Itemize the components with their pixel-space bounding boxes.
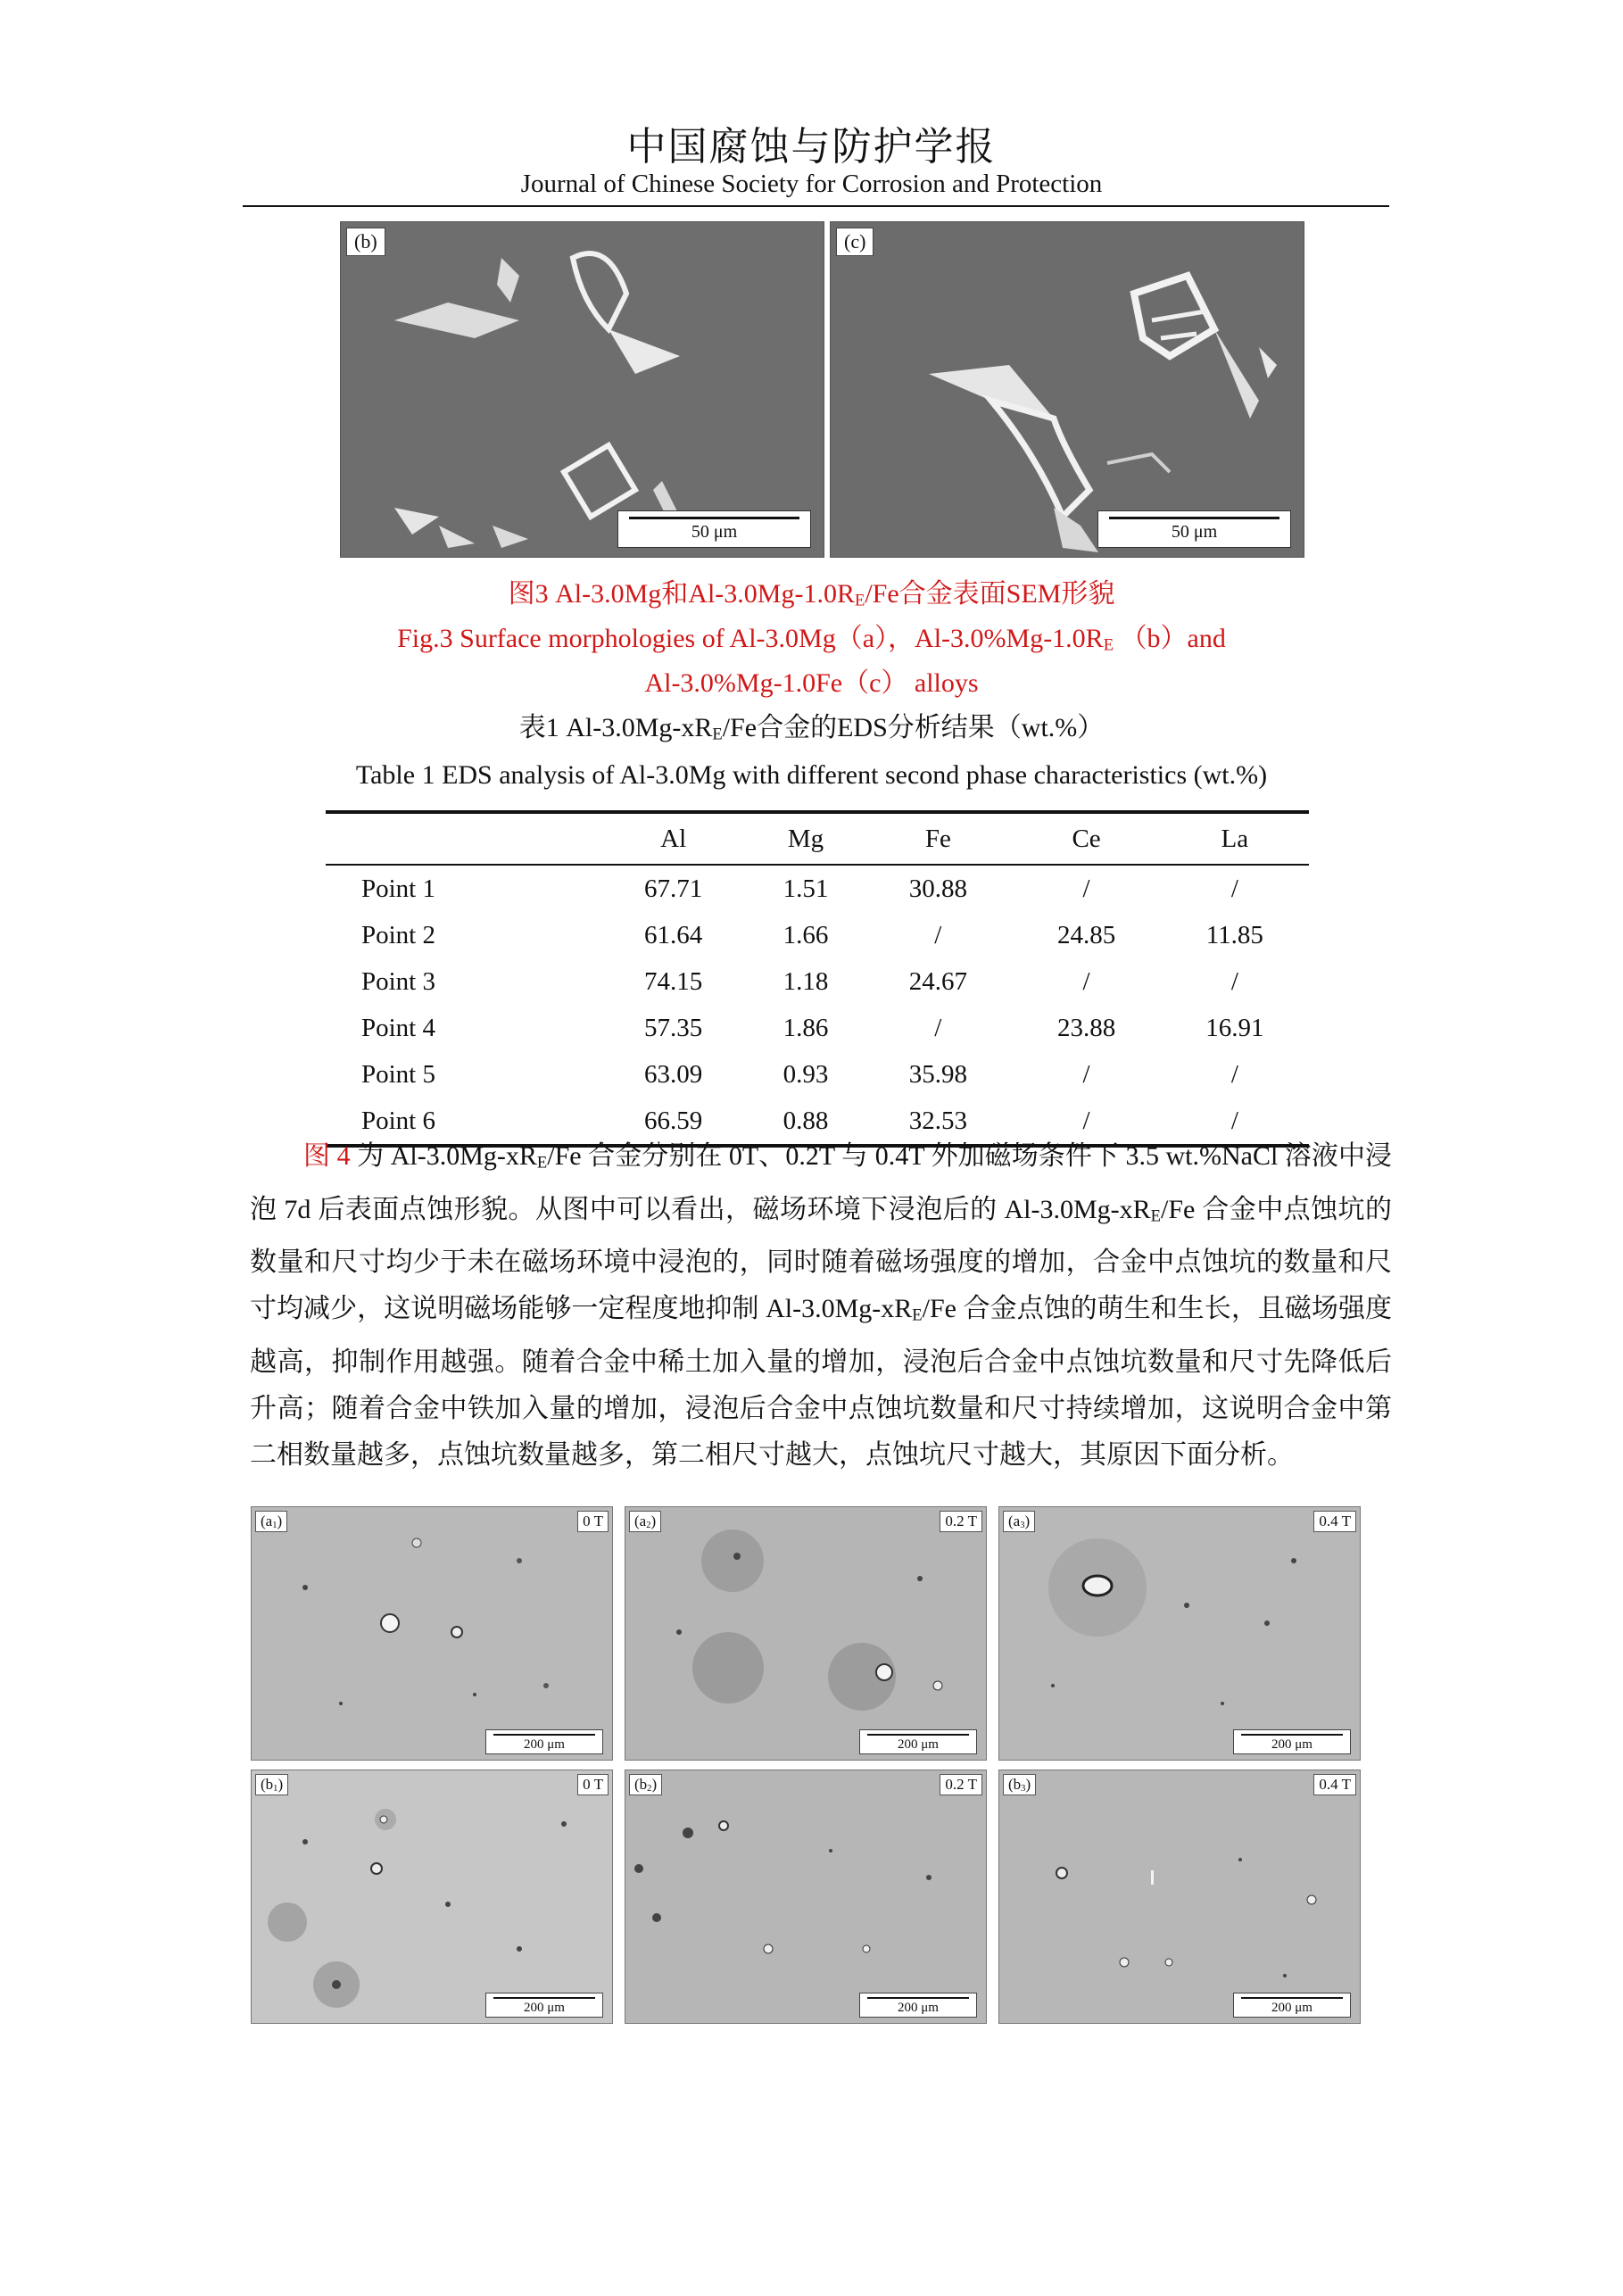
sem-image-b <box>341 222 824 557</box>
paragraph-sub: E <box>536 1153 548 1173</box>
micrograph-image <box>252 1770 612 2023</box>
label-sub: 2 <box>647 1784 652 1795</box>
caption-sub: E <box>1103 635 1114 655</box>
label-text: (a <box>634 1513 647 1529</box>
micrograph-label <box>255 1511 287 1532</box>
magnetic-field-label: 0.2 T <box>940 1774 982 1795</box>
table-cell: 0.93 <box>783 1059 829 1089</box>
table-cell: / <box>1082 1106 1090 1135</box>
panel-label-c: (c) <box>836 228 874 256</box>
table-cell: 35.98 <box>908 1059 967 1089</box>
scale-bar-line <box>629 517 799 519</box>
scale-bar-text: 200 μm <box>898 1737 939 1752</box>
micrograph-image <box>999 1507 1360 1760</box>
sem-image-c <box>831 222 1304 557</box>
scale-bar-text: 200 μm <box>1271 2001 1312 2015</box>
label-text: ) <box>277 1776 284 1793</box>
paragraph-text: /Fe 合金分别在 0T、0.2T 与 0.4T 外加磁场条件下 3.5 wt.%NaCl 溶液中浸泡 7d 后表面点蚀形貌。从图中可以看出，磁场环境下浸泡后的 Al-3.0Mg-xR <box>250 1141 1392 1224</box>
table-cell: / <box>1082 874 1090 903</box>
paragraph-sub: E <box>912 1306 923 1326</box>
scale-bar-c <box>1097 510 1291 548</box>
label-text: ) <box>1025 1776 1031 1793</box>
table-cell: / <box>1230 1106 1238 1135</box>
micrograph-scale-bar <box>485 1729 603 1754</box>
micrograph-b1 <box>251 1770 613 2024</box>
micrograph-label <box>1003 1774 1036 1795</box>
magnetic-field-label: 0.4 T <box>1313 1774 1356 1795</box>
table-cell: 67.71 <box>644 874 703 903</box>
scale-bar-line <box>493 1997 595 1999</box>
table-cell: / <box>1230 1059 1238 1089</box>
sem-panel-b <box>340 221 824 558</box>
label-sub: 3 <box>1021 1784 1026 1795</box>
caption-text: 图3 Al-3.0Mg和Al-3.0Mg-1.0R <box>508 579 855 609</box>
table-cell: 1.86 <box>783 1013 829 1042</box>
label-text: (b <box>261 1776 274 1793</box>
scale-bar-line <box>1109 517 1279 519</box>
micrograph-a2 <box>625 1506 987 1761</box>
table-header-cell: La <box>1161 812 1309 865</box>
table-cell: / <box>1082 1059 1090 1089</box>
label-text: ) <box>1024 1513 1031 1529</box>
table-header-cell <box>326 812 600 865</box>
table-cell: / <box>1230 874 1238 903</box>
table-cell: 57.35 <box>644 1013 703 1042</box>
scale-bar-text: 200 μm <box>1271 1737 1312 1752</box>
label-text: ) <box>651 1776 658 1793</box>
caption-text: （b）and <box>1120 624 1226 653</box>
magnetic-field-label: 0.2 T <box>940 1511 982 1532</box>
table1-title-cn <box>0 705 1623 745</box>
label-text: (b <box>1008 1776 1022 1793</box>
table-cell: 11.85 <box>1205 920 1263 949</box>
scale-bar-b <box>617 510 811 548</box>
magnetic-field-label: 0 T <box>577 1774 609 1795</box>
caption-text: /Fe合金表面SEM形貌 <box>865 579 1115 609</box>
table-cell: / <box>1082 966 1090 996</box>
table-header-cell: Mg <box>748 812 864 865</box>
scale-bar-text: 50 μm <box>691 522 738 542</box>
table-cell: 1.66 <box>783 920 829 949</box>
table-header-cell: Fe <box>864 812 1012 865</box>
table-title-sub: E <box>712 725 723 744</box>
micrograph-image <box>625 1770 986 2023</box>
sem-panel-c <box>830 221 1304 558</box>
scale-bar-text: 200 μm <box>898 2001 939 2015</box>
table-row <box>326 1005 1309 1051</box>
label-text: ) <box>650 1513 657 1529</box>
label-text: (a <box>261 1513 273 1529</box>
table-cell: 63.09 <box>644 1059 703 1089</box>
table-cell: 16.91 <box>1205 1013 1264 1042</box>
scale-bar-text: 200 μm <box>524 2001 565 2015</box>
scale-bar-text: 50 μm <box>1171 522 1218 542</box>
table-header-cell: Ce <box>1012 812 1160 865</box>
label-text: ) <box>277 1513 283 1529</box>
table-cell: 24.67 <box>908 966 967 996</box>
panel-label-b: (b) <box>346 228 385 256</box>
table-cell: Point 5 <box>361 1059 435 1089</box>
label-text: (b <box>634 1776 648 1793</box>
micrograph-a1 <box>251 1506 613 1761</box>
table-cell: 61.64 <box>644 920 703 949</box>
figure-reference-link[interactable]: 图 4 <box>303 1141 351 1171</box>
micrograph-b2 <box>625 1770 987 2024</box>
micrograph-b3 <box>998 1770 1361 2024</box>
table-cell: / <box>1230 966 1238 996</box>
table-title-text: /Fe合金的EDS分析结果（wt.%） <box>722 713 1105 742</box>
table-cell: 74.15 <box>644 966 703 996</box>
table-cell: Point 6 <box>361 1106 435 1135</box>
fig3-caption-cn <box>0 571 1623 611</box>
table-cell: 23.88 <box>1056 1013 1116 1042</box>
fig3-caption-en-1 <box>0 616 1623 656</box>
table-row <box>326 865 1309 912</box>
paragraph-text: /Fe 合金点蚀的萌生和生长，且磁场强度越高，抑制作用越强。随着合金中稀土加入量的增加，浸泡后合金中点蚀坑数量和尺寸先降低后升高；随着合金中铁加入量的增加，浸泡后合金中点蚀坑数量和尺寸持续增加，这说明合金中第二相数量越多，点蚀坑数量越多，第二相尺寸越大，点蚀坑尺寸越大，其原因下面分析。 <box>250 1294 1392 1471</box>
table-row <box>326 958 1309 1005</box>
caption-text: Fig.3 Surface morphologies of Al-3.0Mg（a），Al-3.0%Mg-1.0R <box>397 624 1104 653</box>
micrograph-a3 <box>998 1506 1361 1761</box>
micrograph-scale-bar <box>1233 1993 1351 2018</box>
paragraph-sub: E <box>1150 1206 1162 1226</box>
magnetic-field-label: 0.4 T <box>1313 1511 1356 1532</box>
fig3-caption-en-2: Al-3.0%Mg-1.0Fe（c） alloys <box>644 668 979 698</box>
label-sub: 1 <box>273 1784 278 1795</box>
journal-title-en: Journal of Chinese Society for Corrosion and Protection <box>520 170 1103 198</box>
table-cell: 32.53 <box>908 1106 967 1135</box>
body-paragraph <box>250 1133 1392 1479</box>
label-text: (a <box>1008 1513 1021 1529</box>
table-cell: 24.85 <box>1056 920 1116 949</box>
journal-title-cn: 中国腐蚀与防护学报 <box>626 125 997 169</box>
scale-bar-text: 200 μm <box>524 1737 565 1752</box>
label-sub: 2 <box>646 1521 651 1531</box>
table-title-text: 表1 Al-3.0Mg-xR <box>518 713 713 742</box>
table-cell: Point 3 <box>361 966 435 996</box>
table-cell: 66.59 <box>644 1106 703 1135</box>
paragraph-text: /Fe 合金中点蚀坑的数量和尺寸均少于未在磁场环境中浸泡的，同时随着磁场强度的增加，合金中点蚀坑的数量和尺寸均减少，这说明磁场能够一定程度地抑制 Al-3.0Mg-xR <box>250 1194 1392 1324</box>
micrograph-label <box>629 1774 662 1795</box>
table-header-row <box>326 812 1309 865</box>
scale-bar-line <box>493 1734 595 1736</box>
label-sub: 1 <box>272 1521 277 1531</box>
table-cell: / <box>934 1013 942 1042</box>
table-header-cell: Al <box>600 812 748 865</box>
header-rule <box>243 205 1389 207</box>
table-cell: / <box>934 920 942 949</box>
micrograph-image <box>999 1770 1360 2023</box>
micrograph-scale-bar <box>1233 1729 1351 1754</box>
magnetic-field-label: 0 T <box>577 1511 609 1532</box>
label-sub: 3 <box>1020 1521 1025 1531</box>
micrograph-label <box>255 1774 288 1795</box>
scale-bar-line <box>1241 1997 1343 1999</box>
table1-title-en: Table 1 EDS analysis of Al-3.0Mg with different second phase characteristics (wt.%) <box>355 760 1268 790</box>
micrograph-image <box>252 1507 612 1760</box>
micrograph-label <box>1003 1511 1035 1532</box>
table-row <box>326 1051 1309 1098</box>
table-cell: 30.88 <box>908 874 967 903</box>
micrograph-scale-bar <box>485 1993 603 2018</box>
micrograph-scale-bar <box>859 1729 977 1754</box>
table-cell: 0.88 <box>783 1106 829 1135</box>
table-cell: Point 1 <box>361 874 435 903</box>
table-cell: Point 2 <box>361 920 435 949</box>
table-row <box>326 912 1309 958</box>
table-cell: Point 4 <box>361 1013 435 1042</box>
eds-table <box>326 810 1309 1148</box>
scale-bar-line <box>867 1734 969 1736</box>
micrograph-image <box>625 1507 986 1760</box>
caption-sub: E <box>854 591 865 610</box>
paragraph-text: 为 Al-3.0Mg-xR <box>350 1141 537 1171</box>
table-cell: 1.18 <box>783 966 829 996</box>
micrograph-scale-bar <box>859 1993 977 2018</box>
table-cell: 1.51 <box>783 874 829 903</box>
scale-bar-line <box>867 1997 969 1999</box>
micrograph-label <box>629 1511 661 1532</box>
scale-bar-line <box>1241 1734 1343 1736</box>
